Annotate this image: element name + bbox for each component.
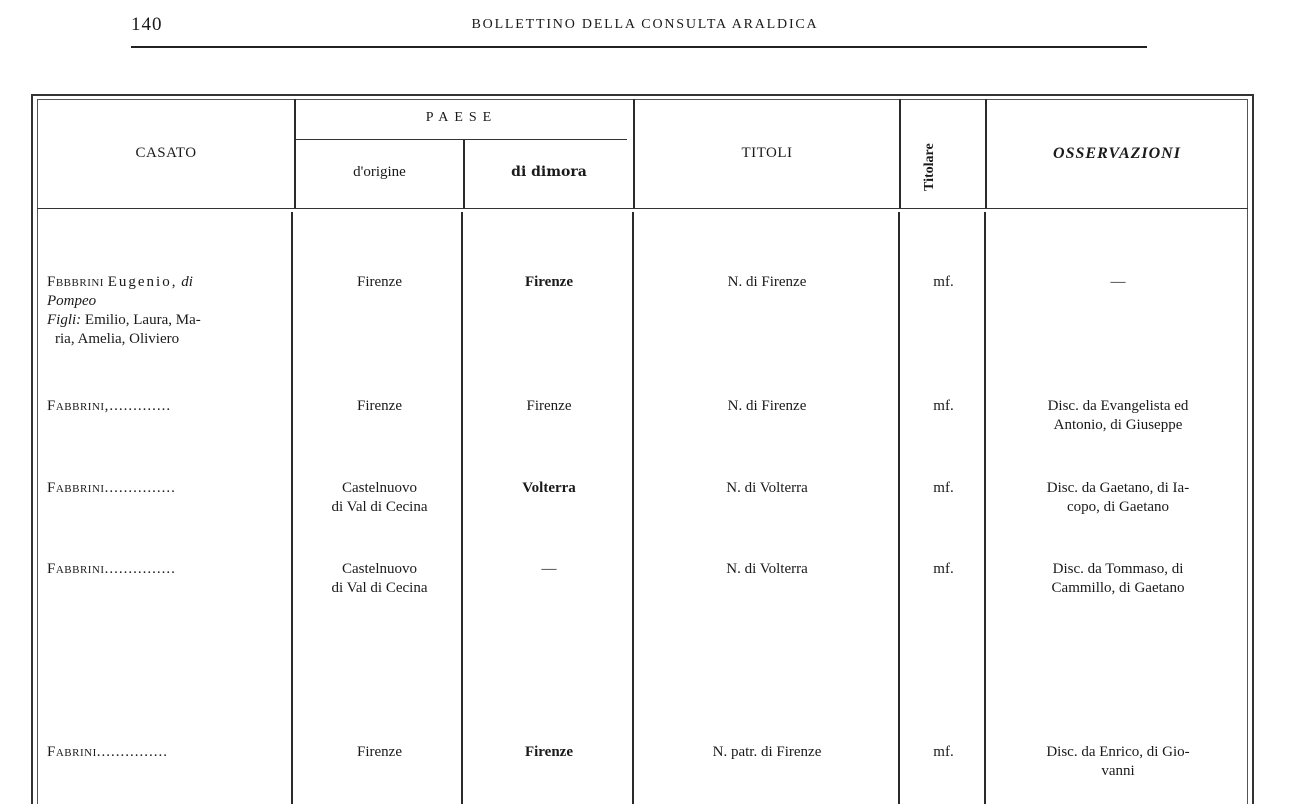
- dimora-cell: Firenze: [524, 744, 574, 760]
- surname: Fabrini: [47, 744, 97, 760]
- table-border-left: [31, 94, 33, 804]
- osservazioni-line: copo, di Gaetano: [1066, 499, 1170, 515]
- origine-cell: [296, 479, 463, 517]
- header-paese: PAESE: [425, 110, 498, 125]
- osservazioni-line: vanni: [1101, 763, 1135, 779]
- table-border-right: [1252, 94, 1254, 804]
- origine-line: di Val di Cecina: [331, 499, 428, 515]
- casato-cell: [47, 560, 287, 579]
- header-titolare: Titolare: [922, 143, 937, 191]
- casato-cell: [47, 273, 287, 349]
- casato-cell: [47, 743, 287, 762]
- column-divider: [291, 212, 293, 804]
- header-casato: CASATO: [135, 145, 197, 161]
- leader-dots: ...............: [96, 744, 168, 760]
- leader-dots: ...............: [104, 480, 176, 496]
- osservazioni-line: Disc. da Gaetano, di Ia-: [1046, 480, 1190, 496]
- titoli-cell: N. di Volterra: [726, 561, 808, 577]
- titoli-cell: N. patr. di Firenze: [712, 744, 822, 760]
- titolare-cell: mf.: [933, 744, 954, 760]
- table-border-right-inner: [1247, 99, 1248, 804]
- osservazioni-line: Antonio, di Giuseppe: [1053, 417, 1183, 433]
- running-title: BOLLETTINO DELLA CONSULTA ARALDICA: [471, 17, 819, 32]
- column-divider: [899, 99, 901, 208]
- table-border-left-inner: [37, 99, 38, 804]
- titolare-cell: mf.: [933, 480, 954, 496]
- dimora-cell: Volterra: [522, 480, 576, 496]
- origine-line: di Val di Cecina: [331, 580, 428, 596]
- header-osservazioni: OSSERVAZIONI: [1053, 145, 1181, 162]
- dimora-cell: Firenze: [524, 274, 574, 290]
- header-rule: [131, 46, 1147, 48]
- origine-cell: Firenze: [357, 398, 402, 414]
- table-border-top-inner: [37, 99, 1248, 100]
- header-origine: d'origine: [353, 164, 406, 180]
- casato-cell: [47, 479, 287, 498]
- titolare-cell: mf.: [933, 274, 954, 290]
- surname: Fabbrini: [47, 561, 105, 577]
- osservazioni-cell: [998, 560, 1238, 598]
- surname: Fbbbrini: [47, 274, 104, 290]
- titolare-cell: mf.: [933, 561, 954, 577]
- osservazioni-line: Disc. da Evangelista ed: [1047, 398, 1189, 414]
- surname: Fabbrini: [47, 398, 105, 414]
- column-divider: [632, 212, 634, 804]
- page-number: 140: [131, 14, 163, 35]
- osservazioni-line: Disc. da Enrico, di Gio-: [1046, 744, 1190, 760]
- given-name: Eugenio,: [107, 274, 178, 290]
- origine-cell: Firenze: [357, 274, 402, 290]
- surname: Fabbrini: [47, 480, 105, 496]
- column-divider: [985, 99, 987, 208]
- osservazioni-line: Cammillo, di Gaetano: [1051, 580, 1185, 596]
- figli-text-line2: ria, Amelia, Oliviero: [55, 331, 180, 347]
- di-word: di: [181, 274, 193, 290]
- origine-cell: [296, 560, 463, 598]
- origine-cell: Firenze: [357, 744, 402, 760]
- table-border-top: [31, 94, 1254, 96]
- osservazioni-cell: —: [1110, 274, 1126, 290]
- paese-group-rule: [296, 139, 627, 140]
- casato-cell: [47, 397, 287, 416]
- header-dimora: di dimora: [511, 164, 587, 180]
- osservazioni-cell: [998, 743, 1238, 781]
- leader-dots: ...............: [104, 561, 176, 577]
- osservazioni-cell: [998, 397, 1238, 435]
- origine-line: Castelnuovo: [342, 561, 417, 577]
- column-divider: [898, 212, 900, 804]
- origine-line: Castelnuovo: [342, 480, 417, 496]
- figli-label: Figli:: [47, 312, 82, 328]
- titoli-cell: N. di Volterra: [726, 480, 808, 496]
- father-name: Pompeo: [47, 293, 97, 309]
- header-titoli: TITOLI: [741, 145, 793, 161]
- titoli-cell: N. di Firenze: [727, 398, 807, 414]
- leader-dots: ,.............: [104, 398, 172, 414]
- figli-text: Emilio, Laura, Ma-: [84, 312, 201, 328]
- table-header-rule: [37, 208, 1248, 209]
- titoli-cell: N. di Firenze: [727, 274, 807, 290]
- column-divider: [984, 212, 986, 804]
- dimora-cell: Firenze: [526, 398, 572, 414]
- osservazioni-cell: [998, 479, 1238, 517]
- titolare-cell: mf.: [933, 398, 954, 414]
- osservazioni-line: Disc. da Tommaso, di: [1052, 561, 1184, 577]
- dimora-cell: —: [541, 561, 557, 577]
